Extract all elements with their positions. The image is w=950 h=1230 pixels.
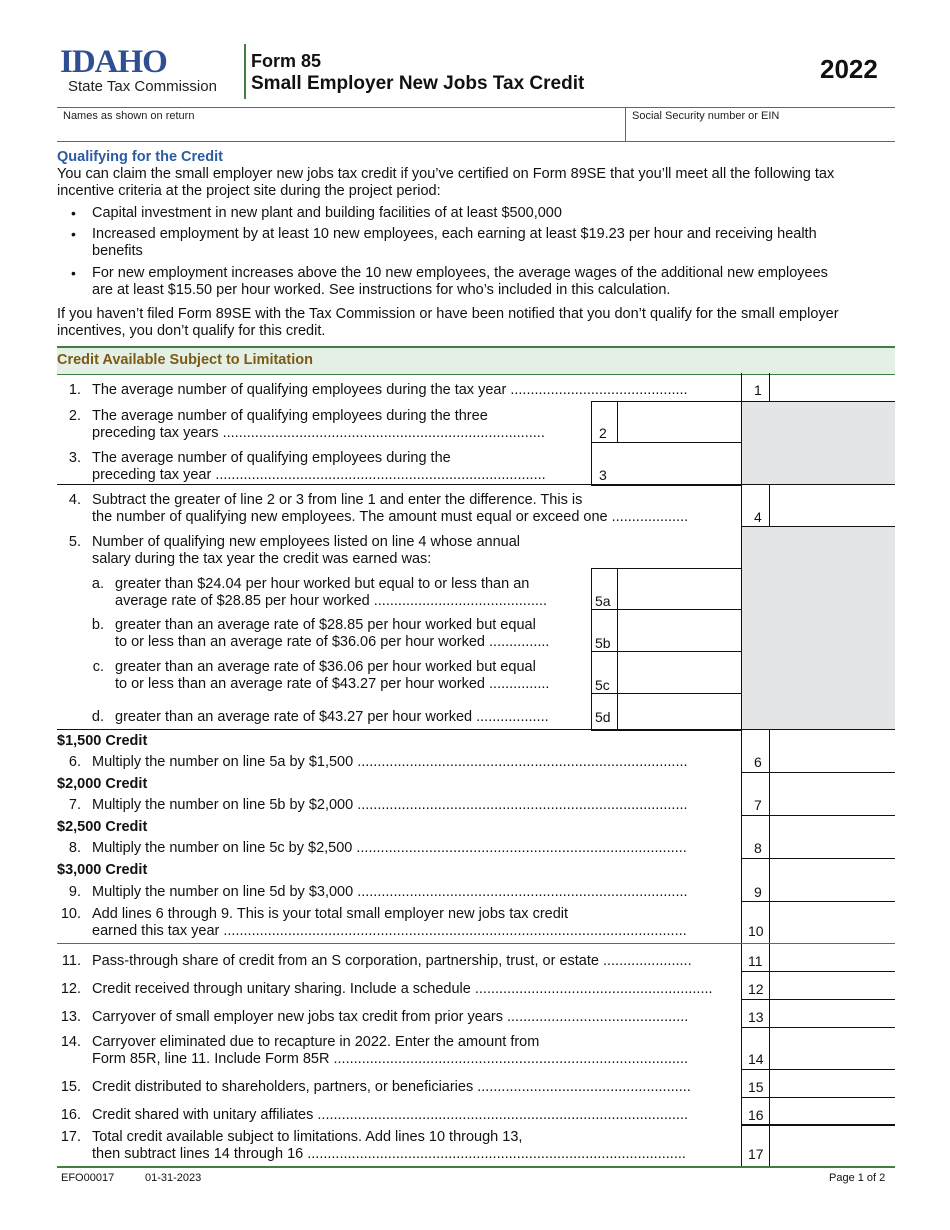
box-label: 6: [754, 754, 762, 770]
line-5c-text-2: to or less than an average rate of $43.27 per hour worked ...............: [115, 676, 550, 692]
box-label: 5a: [595, 593, 611, 609]
line-number: 10.: [60, 906, 81, 922]
line-5-text-1: Number of qualifying new employees listed on line 4 whose annual: [92, 534, 521, 550]
line-10-text-2: earned this tax year ...................................................................................................................: [92, 923, 687, 939]
bullet-dot: •: [71, 205, 76, 221]
line-12-input[interactable]: [770, 972, 895, 999]
line-11-text: Pass-through share of credit from an S corporation, partnership, trust, or estate ......................: [92, 953, 692, 969]
line-3-text-2: preceding tax year ..................................................................................: [92, 467, 546, 483]
tax-year: 2022: [820, 54, 878, 84]
line-number: 5.: [68, 534, 81, 550]
credit-heading-1500: $1,500 Credit: [57, 733, 148, 749]
line-number: 14.: [60, 1034, 81, 1050]
line-1-input[interactable]: [770, 374, 895, 401]
section-header: [57, 346, 895, 375]
qualifying-outro-1: If you haven’t filed Form 89SE with the Tax Commission or have been notified that you don’t qualify for the small employer: [57, 306, 839, 322]
line-5a-text-2: average rate of $28.85 per hour worked ...........................................: [115, 593, 547, 609]
line-number: 11.: [61, 953, 81, 969]
line-5b-text-1: greater than an average rate of $28.85 per hour worked but equal: [115, 617, 536, 633]
line-letter: d.: [91, 709, 104, 725]
line-15-text: Credit distributed to shareholders, partners, or beneficiaries .....................................................: [92, 1079, 691, 1095]
box-label: 10: [748, 923, 764, 939]
box-label: 3: [599, 467, 607, 483]
qualifying-outro-2: incentives, you don’t qualify for this credit.: [57, 323, 326, 339]
line-5a-text-1: greater than $24.04 per hour worked but equal to or less than an: [115, 576, 530, 592]
line-16-text: Credit shared with unitary affiliates ............................................................................................: [92, 1107, 689, 1123]
row-rule: [741, 401, 895, 402]
qualifying-intro-1: You can claim the small employer new jobs tax credit if you’ve certified on Form 89SE that you’ll meet all the following tax: [57, 166, 835, 182]
line-17-text-2: then subtract lines 14 through 16 ..............................................................................................: [92, 1146, 686, 1162]
revision-date: 01-31-2023: [145, 1172, 202, 1184]
line-number: 13.: [60, 1009, 81, 1025]
line-10-input[interactable]: [770, 902, 895, 943]
line-7-text: Multiply the number on line 5b by $2,000 ..................................................................................: [92, 797, 688, 813]
line-number: 6.: [68, 754, 81, 770]
line-5c-text-1: greater than an average rate of $36.06 per hour worked but equal: [115, 659, 536, 675]
line-5b-text-2: to or less than an average rate of $36.06 per hour worked ...............: [115, 634, 550, 650]
box-label: 5b: [595, 635, 611, 651]
box-label: 4: [754, 509, 762, 525]
page-number: Page 1 of 2: [829, 1172, 886, 1184]
line-number: 17.: [60, 1129, 81, 1145]
box-label: 9: [754, 884, 762, 900]
bullet-dot: •: [71, 226, 76, 242]
form-title: Small Employer New Jobs Tax Credit: [251, 73, 585, 94]
line-2-text-2: preceding tax years ................................................................................: [92, 425, 545, 441]
line-letter: b.: [91, 617, 104, 633]
line-5c-input[interactable]: [591, 651, 742, 695]
line-5d-text: greater than an average rate of $43.27 per hour worked ..................: [115, 709, 549, 725]
line-5b-input[interactable]: [591, 609, 742, 653]
names-label: Names as shown on return: [63, 110, 195, 122]
names-field[interactable]: [57, 108, 625, 141]
line-11-input[interactable]: [770, 944, 895, 971]
fields-rule: [57, 141, 895, 142]
line-5a-input[interactable]: [591, 568, 742, 611]
line-2-input[interactable]: [591, 401, 742, 444]
line-13-input[interactable]: [770, 1000, 895, 1027]
ssn-field[interactable]: [626, 108, 895, 141]
line-14-text-1: Carryover eliminated due to recapture in 2022. Enter the amount from: [92, 1034, 540, 1050]
ssn-label: Social Security number or EIN: [632, 110, 780, 122]
logo-subtitle: State Tax Commission: [68, 78, 217, 95]
section-title: Credit Available Subject to Limitation: [57, 352, 313, 368]
line-16-input[interactable]: [770, 1098, 895, 1125]
line-17-text-1: Total credit available subject to limitations. Add lines 10 through 13,: [92, 1129, 523, 1145]
line-5d-input[interactable]: [591, 693, 742, 731]
footer-rule: [57, 1166, 895, 1168]
bullet-3b: are at least $15.50 per hour worked. See instructions for who’s included in this calculation.: [92, 282, 671, 298]
box-label: 8: [754, 840, 762, 856]
box-rule: [617, 568, 618, 729]
line-9-input[interactable]: [770, 859, 895, 901]
credit-heading-2500: $2,500 Credit: [57, 819, 148, 835]
header-divider: [244, 44, 246, 99]
credit-heading-2000: $2,000 Credit: [57, 776, 148, 792]
bullet-1: Capital investment in new plant and building facilities of at least $500,000: [92, 205, 562, 221]
credit-heading-3000: $3,000 Credit: [57, 862, 148, 878]
line-15-input[interactable]: [770, 1070, 895, 1097]
line-6-text: Multiply the number on line 5a by $1,500 ..................................................................................: [92, 754, 688, 770]
line-7-input[interactable]: [770, 773, 895, 815]
amount-column-rule: [741, 373, 742, 1167]
line-17-input[interactable]: [770, 1126, 895, 1166]
line-3-input[interactable]: [591, 442, 742, 486]
line-letter: c.: [92, 659, 104, 675]
line-4-input[interactable]: [770, 485, 895, 526]
line-2-text-1: The average number of qualifying employees during the three: [92, 408, 488, 424]
line-number: 1.: [68, 382, 81, 398]
box-label: 5d: [595, 709, 611, 725]
box-label: 1: [754, 382, 762, 398]
line-8-input[interactable]: [770, 816, 895, 858]
qualifying-intro-2: incentive criteria at the project site during the project period:: [57, 183, 441, 199]
line-10-text-1: Add lines 6 through 9. This is your total small employer new jobs tax credit: [92, 906, 569, 922]
line-3-text-1: The average number of qualifying employees during the: [92, 450, 451, 466]
bullet-2b: benefits: [92, 243, 143, 259]
box-label: 12: [748, 981, 764, 997]
line-9-text: Multiply the number on line 5d by $3,000 ..................................................................................: [92, 884, 688, 900]
box-label: 2: [599, 425, 607, 441]
line-number: 15.: [60, 1079, 81, 1095]
line-5-text-2: salary during the tax year the credit was earned was:: [92, 551, 432, 567]
form-number: Form 85: [251, 51, 322, 71]
line-6-input[interactable]: [770, 730, 895, 772]
line-number: 2.: [68, 408, 81, 424]
box-label: 5c: [595, 677, 610, 693]
box-label: 13: [748, 1009, 764, 1025]
line-number: 9.: [68, 884, 81, 900]
line-8-text: Multiply the number on line 5c by $2,500 ..................................................................................: [92, 840, 687, 856]
line-13-text: Carryover of small employer new jobs tax credit from prior years .............................................: [92, 1009, 689, 1025]
line-letter: a.: [91, 576, 104, 592]
shaded-area: [741, 401, 895, 485]
form-code: EFO00017: [61, 1172, 115, 1184]
line-1-text: The average number of qualifying employees during the tax year ............................................: [92, 382, 688, 398]
box-label: 17: [748, 1146, 764, 1162]
line-12-text: Credit received through unitary sharing. Include a schedule ...........................................................: [92, 981, 713, 997]
box-label: 7: [754, 797, 762, 813]
line-number: 3.: [68, 450, 81, 466]
box-label: 14: [748, 1051, 764, 1067]
line-14-text-2: Form 85R, line 11. Include Form 85R ........................................................................................: [92, 1051, 689, 1067]
line-number: 16.: [60, 1107, 81, 1123]
row-rule: [741, 526, 895, 527]
line-number: 12.: [60, 981, 81, 997]
shaded-area: [741, 527, 895, 729]
box-label: 15: [748, 1079, 764, 1095]
box-label: 16: [748, 1107, 764, 1123]
bullet-dot: •: [71, 265, 76, 281]
bullet-3a: For new employment increases above the 10 new employees, the average wages of the additional new employees: [92, 265, 828, 281]
line-4-text-2: the number of qualifying new employees. The amount must equal or exceed one ...................: [92, 509, 689, 525]
qualifying-heading: Qualifying for the Credit: [57, 149, 223, 165]
line-14-input[interactable]: [770, 1028, 895, 1069]
box-label: 11: [748, 953, 763, 969]
line-number: 4.: [68, 492, 81, 508]
idaho-logo: IDAHO: [60, 44, 167, 80]
line-number: 8.: [68, 840, 81, 856]
line-number: 7.: [68, 797, 81, 813]
bullet-2a: Increased employment by at least 10 new employees, each earning at least $19.23 per hour and receiving health: [92, 226, 817, 242]
line-4-text-1: Subtract the greater of line 2 or 3 from line 1 and enter the difference. This is: [92, 492, 583, 508]
